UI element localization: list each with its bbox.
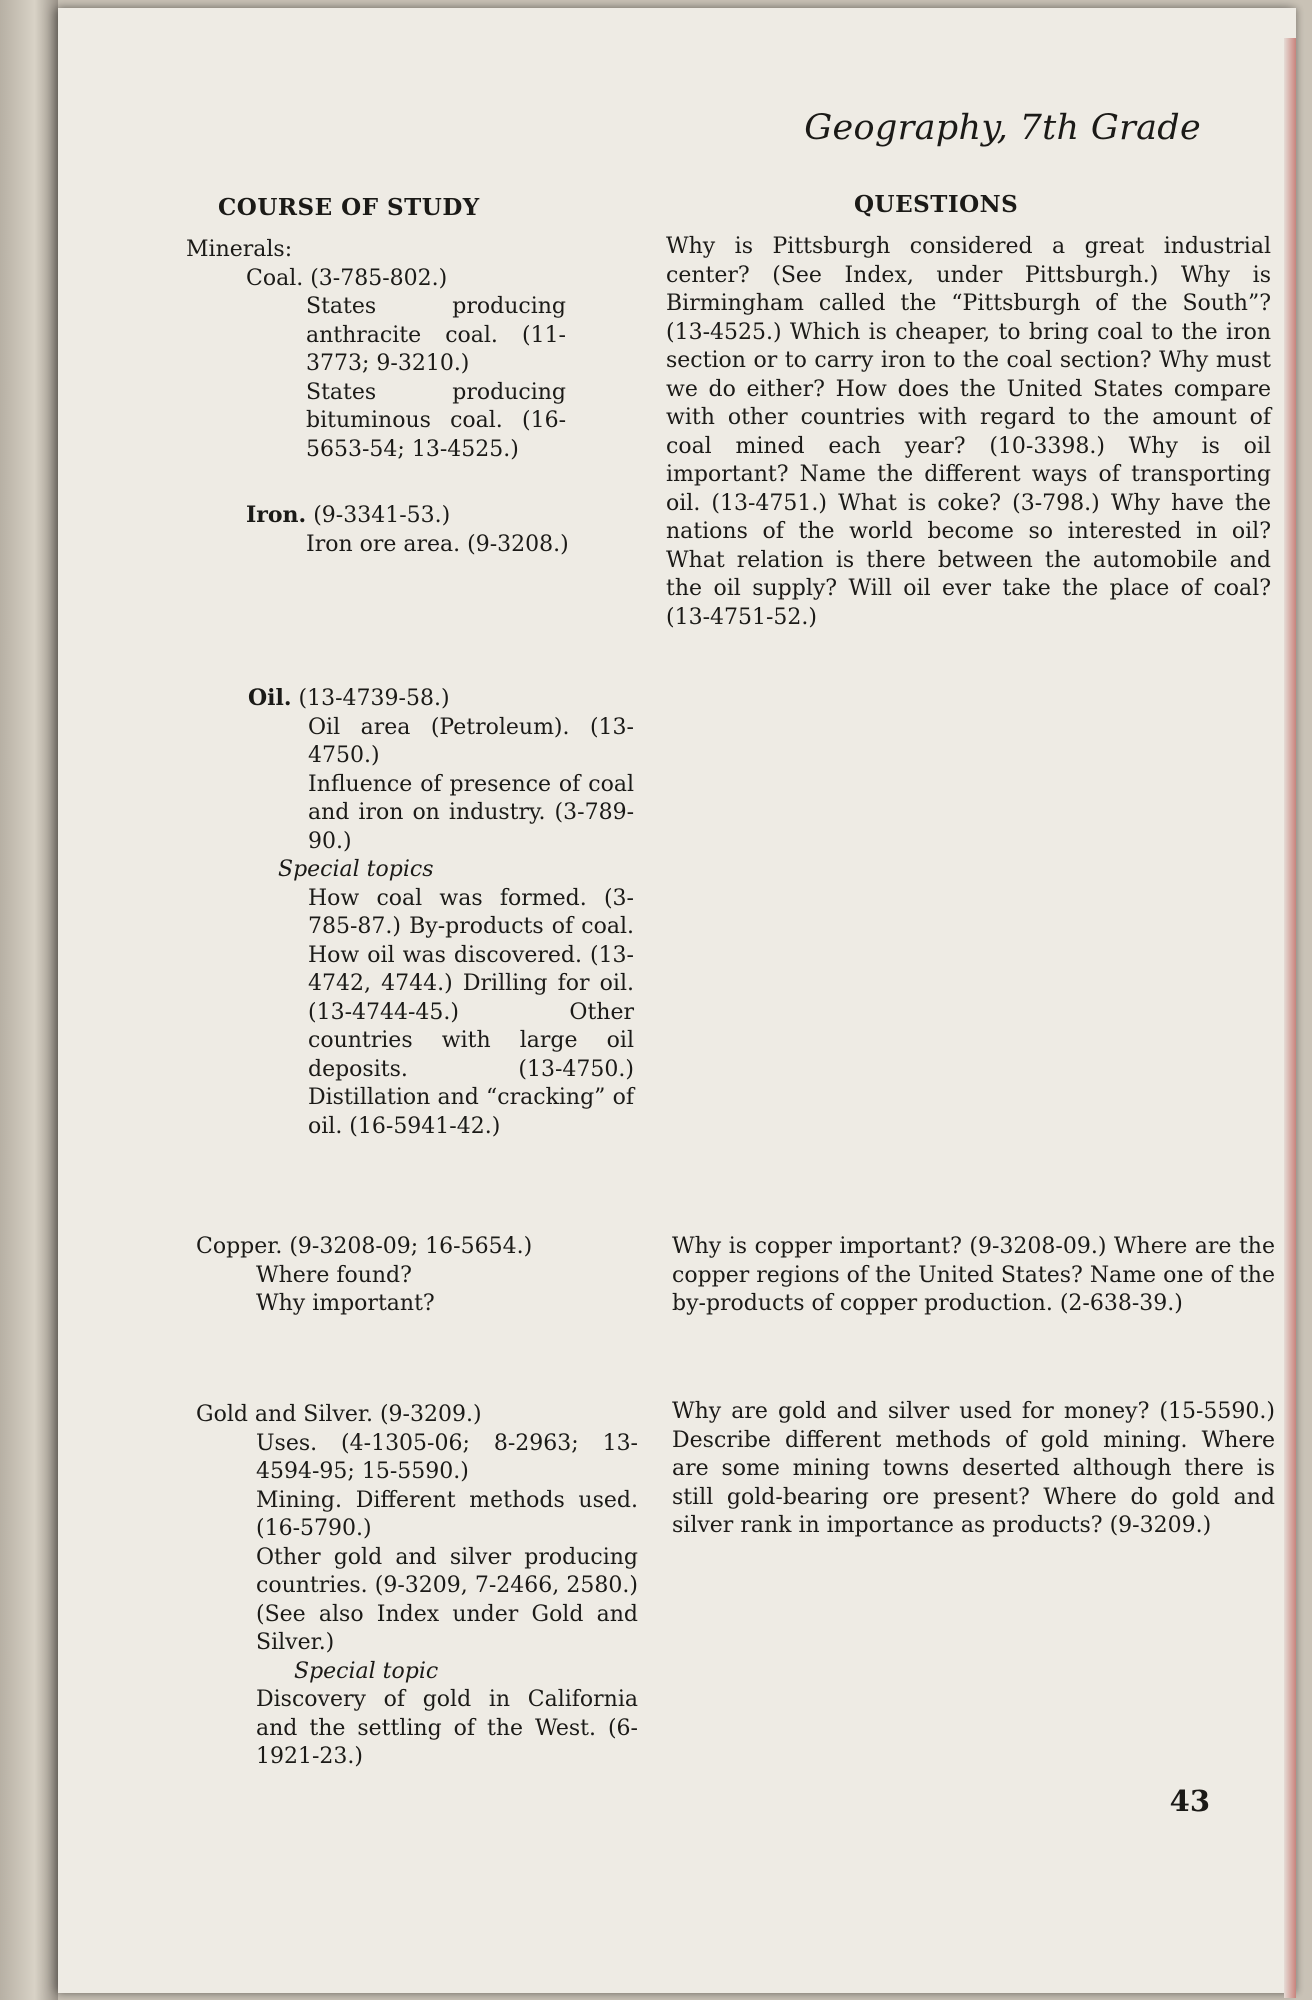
questions-copper: Why is copper important? (9-3208-09.) Where are the copper regions of the United States? Name one of the by-products of copper production. (2-638-39.)	[672, 1234, 1275, 1316]
iron-heading	[246, 501, 706, 531]
oil-section	[248, 684, 708, 1141]
anthracite-entry: States producing anthracite coal. (11-3773; 9-3210.)	[306, 294, 566, 376]
oil-heading	[248, 684, 708, 714]
page-number: 43	[1169, 1784, 1210, 1818]
iron-ore-entry: Iron ore area. (9-3208.)	[306, 531, 569, 557]
oil-ref: (13-4739-58.)	[298, 686, 450, 711]
copper-why: Why important?	[256, 1291, 435, 1316]
gold-uses: Uses. (4-1305-06; 8-2963; 13-4594-95; 15-5590.)	[256, 1430, 638, 1484]
influence-entry: Influence of presence of coal and iron on industry. (3-789-90.)	[308, 771, 634, 854]
special-topics-text: How coal was formed. (3-785-87.) By-products of coal. How oil was discovered. (13-4742, 4744.) Drilling for oil. (13-4744-45.) Other countries with large oil deposits. (13-4750.) Distillation and “cracking” of oil. (16-5941-42.)	[308, 885, 634, 1139]
minerals-label: Minerals:	[186, 237, 293, 262]
iron-title: Iron.	[246, 502, 307, 528]
questions-coal-iron-oil: Why is Pittsburgh considered a great industrial center? (See Index, under Pittsburgh.) Why is Birmingham called the “Pittsburgh of the South”? (13-4525.) Which is cheaper, to bring coal to the iron section or to carry iron to the coal section? Why must we do either? How does the United States compare with other countries with regard to the amount of coal mined each year? (10-3398.) Why is oil important? Name the different ways of transporting oil. (13-4751.) What is coke? (3-798.) Why have the nations of the world become so interested in oil? What relation is there between the automobile and the oil supply? Will oil ever take the place of coal? (13-4751-52.)	[666, 234, 1271, 630]
oil-title: Oil.	[248, 685, 292, 711]
iron-section	[246, 501, 706, 559]
book-page	[58, 8, 1296, 1993]
oil-area-entry: Oil area (Petroleum). (13-4750.)	[308, 714, 634, 768]
gold-other-countries: Other gold and silver producing countries. (9-3209, 7-2466, 2580.) (See also Index under Gold and Silver.)	[256, 1544, 638, 1655]
adjacent-page-edge	[0, 0, 58, 2000]
copper-heading: Copper. (9-3208-09; 16-5654.)	[196, 1234, 533, 1259]
special-topic-label: Special topic	[294, 1658, 439, 1684]
special-topic-text: Discovery of gold in California and the settling of the West. (6-1921-23.)	[256, 1687, 638, 1769]
page-edge-shadow	[1284, 38, 1296, 1998]
bituminous-entry: States producing bituminous coal. (16-5653-54; 13-4525.)	[306, 379, 566, 462]
running-head: Geography, 7th Grade	[804, 108, 1201, 148]
iron-ref: (9-3341-53.)	[313, 503, 451, 528]
questions-gold-silver: Why are gold and silver used for money? (15-5590.) Describe different methods of gold mining. Where are some mining towns deserted although there is still gold-bearing ore present? Where do gold and silver rank in importance as products? (9-3209.)	[672, 1399, 1275, 1538]
course-of-study-heading: COURSE OF STUDY	[218, 194, 480, 221]
coal-entry: Coal. (3-785-802.)	[246, 265, 448, 291]
gold-mining: Mining. Different methods used. (16-5790.)	[256, 1487, 638, 1541]
questions-heading: QUESTIONS	[854, 191, 1019, 218]
gold-silver-section	[196, 1401, 716, 1772]
gold-heading: Gold and Silver. (9-3209.)	[196, 1402, 482, 1427]
special-topics-label: Special topics	[278, 857, 434, 882]
minerals-section	[186, 236, 706, 464]
copper-where: Where found?	[256, 1262, 412, 1288]
copper-section	[196, 1233, 676, 1319]
